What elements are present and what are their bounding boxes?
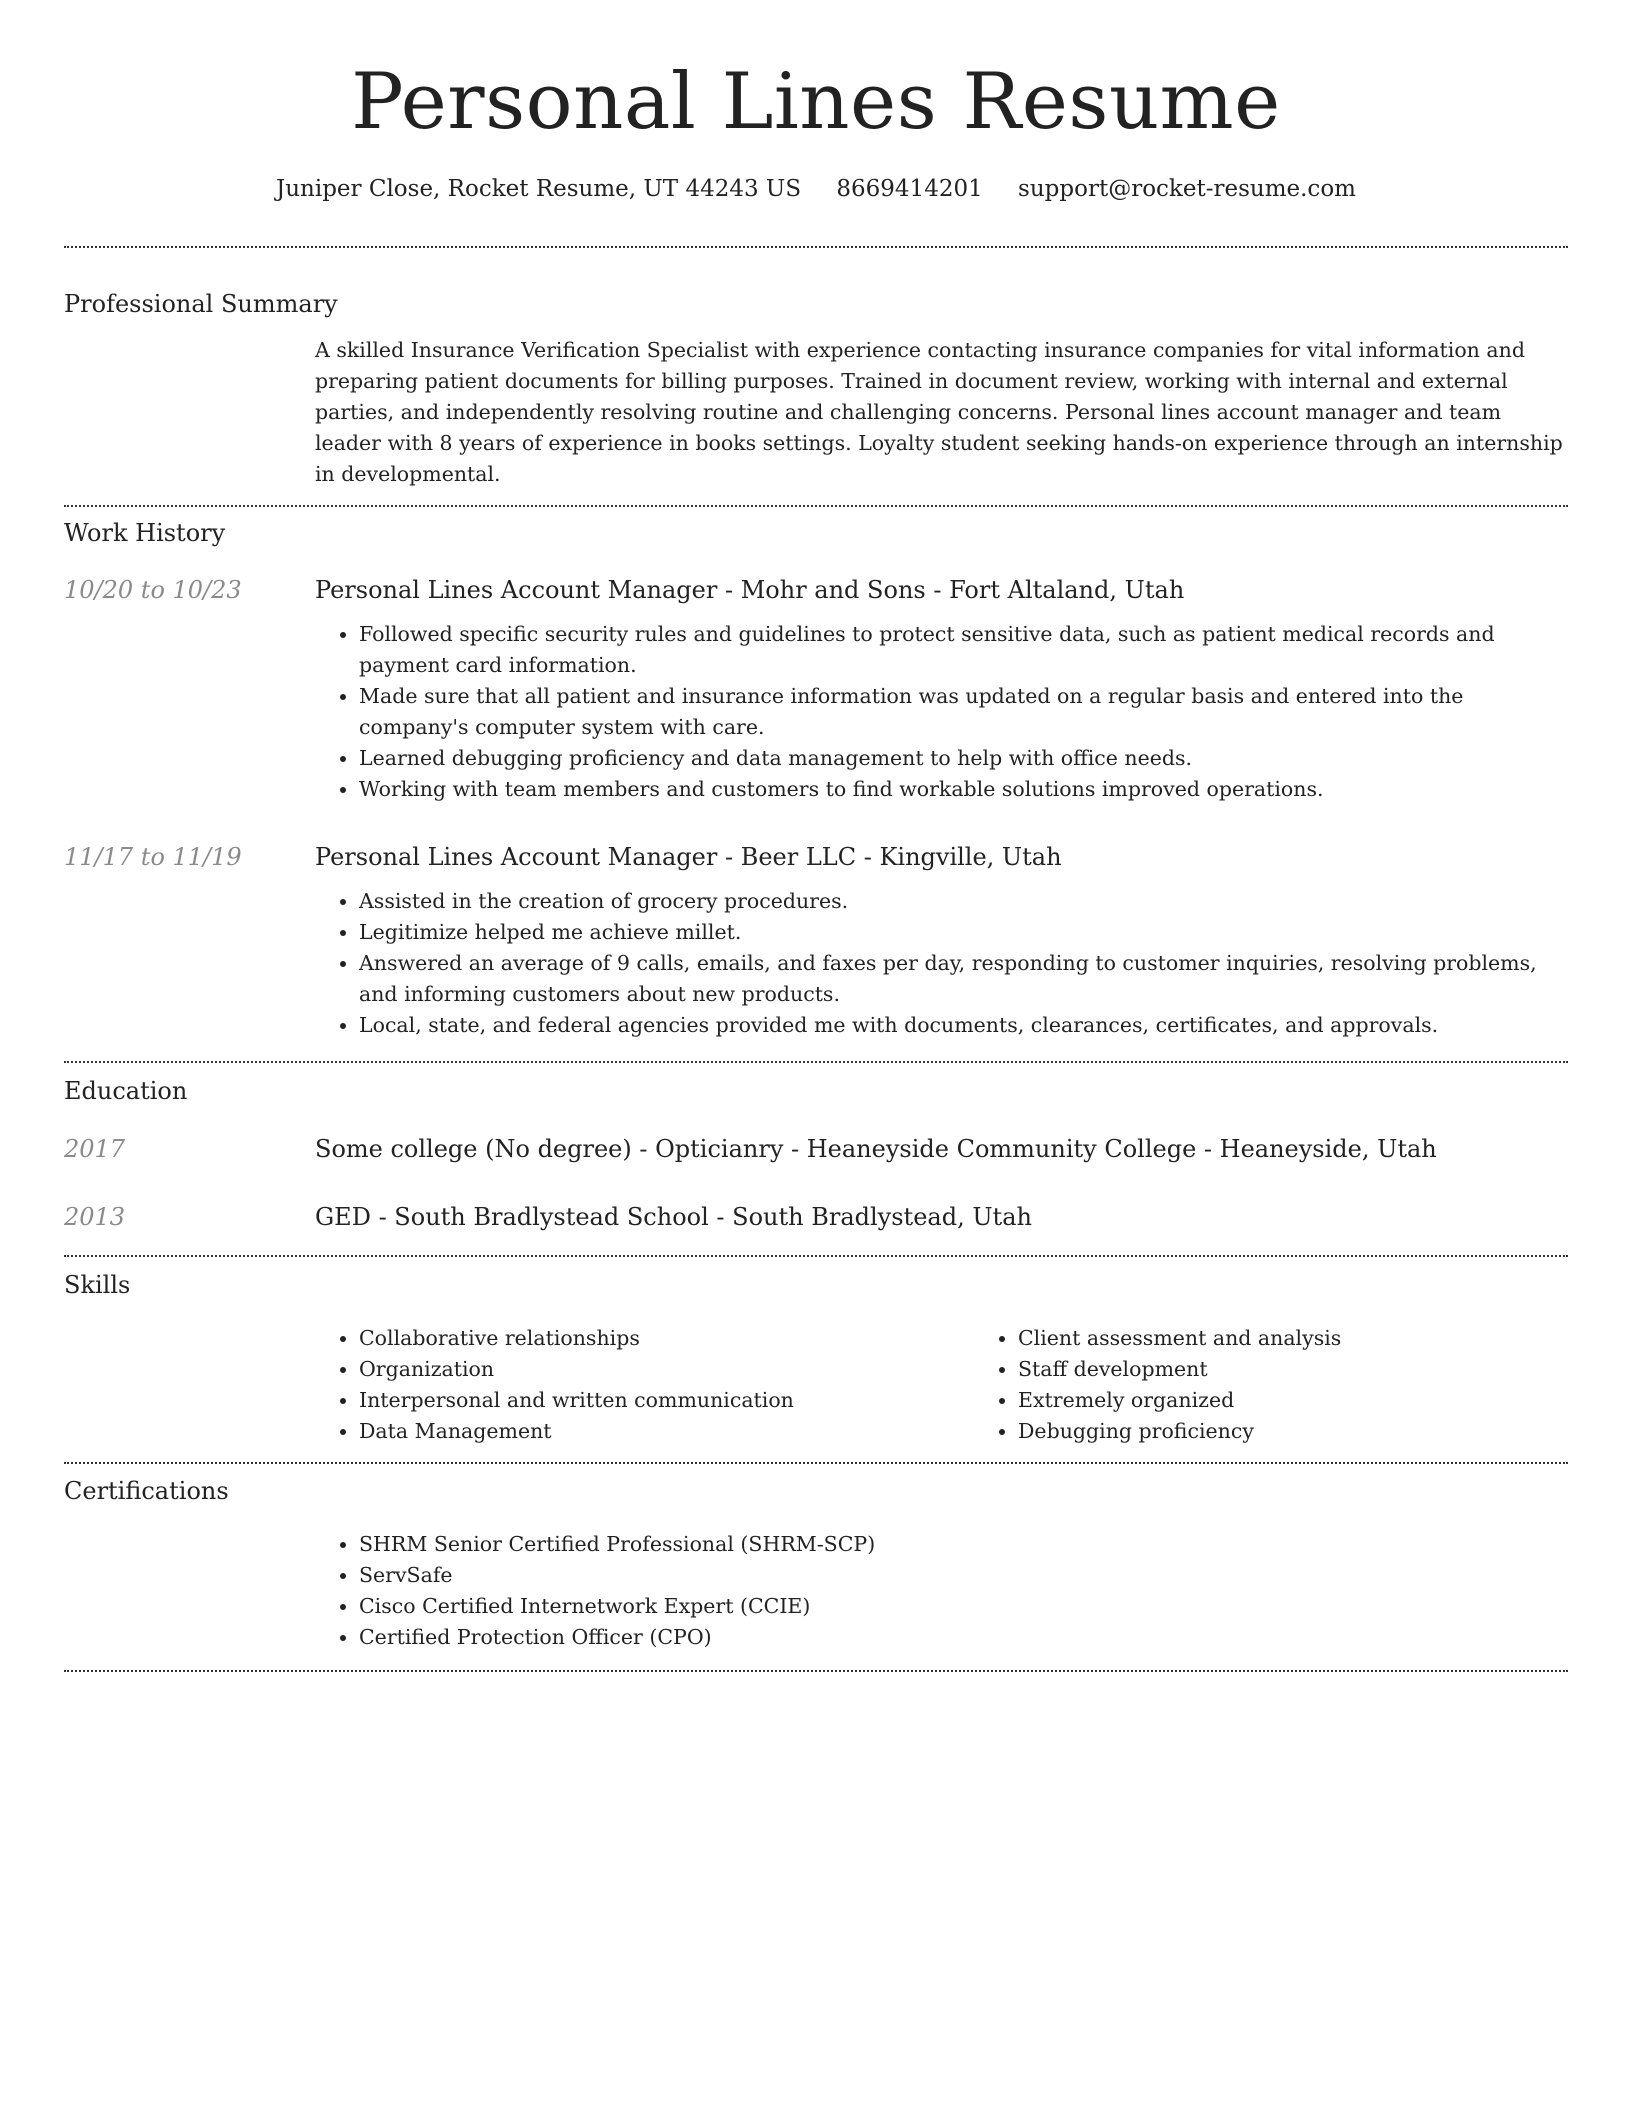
job-bullet: • Made sure that all patient and insurance information was updated on a regular basis and entered into the company's computer system with care.: [359, 681, 1568, 743]
skills-section: [64, 1269, 1568, 1447]
certification-item: • Certified Protection Officer (CPO): [359, 1622, 1568, 1653]
job-bullet: • Followed specific security rules and guidelines to protect sensitive data, such as patient medical records and payment card information.: [359, 619, 1568, 681]
work-section: [64, 517, 1568, 1041]
job-bullet: • Assisted in the creation of grocery procedures.: [359, 886, 1568, 917]
job-heading: Personal Lines Account Manager - Mohr and Sons - Fort Altaland, Utah: [315, 576, 1185, 604]
address-text: Juniper Close, Rocket Resume, UT 44243 US: [276, 176, 802, 202]
job-dates: 10/20 to 10/23: [64, 576, 242, 604]
job-bullet: • Legitimize helped me achieve millet.: [359, 917, 1568, 948]
education-year: 2013: [64, 1203, 126, 1231]
job-dates: 11/17 to 11/19: [64, 843, 242, 871]
certifications-spacer: [64, 1529, 315, 1653]
skill-item: • Interpersonal and written communication: [359, 1385, 974, 1416]
divider: [64, 1462, 1568, 1464]
education-text: GED - South Bradlystead School - South Bradlystead, Utah: [315, 1203, 1032, 1231]
certifications-list: [315, 1529, 1568, 1653]
job-bullets: [315, 886, 1568, 1041]
skill-item: • Client assessment and analysis: [1018, 1323, 1632, 1354]
work-heading: Work History: [64, 519, 226, 547]
divider: [64, 1670, 1568, 1672]
job-bullet: • Answered an average of 9 calls, emails, and faxes per day, responding to customer inquiries, resolving problems, and informing customers about new products.: [359, 948, 1568, 1010]
education-section: [64, 1075, 1568, 1233]
education-text: Some college (No degree) - Opticianry - Heaneyside Community College - Heaneyside, Utah: [315, 1135, 1437, 1163]
resume-title: Personal Lines Resume: [351, 57, 1281, 147]
job-bullets: [315, 619, 1568, 805]
education-entry: [64, 1201, 1568, 1233]
skill-item: • Extremely organized: [1018, 1385, 1632, 1416]
phone-text: 8669414201: [836, 176, 983, 202]
contact-line: [64, 174, 1568, 204]
skill-item: • Debugging proficiency: [1018, 1416, 1632, 1447]
job-bullet: • Local, state, and federal agencies provided me with documents, clearances, certificates, and approvals.: [359, 1010, 1568, 1041]
divider: [64, 1061, 1568, 1063]
job-heading: Personal Lines Account Manager - Beer LLC - Kingville, Utah: [315, 843, 1062, 871]
certification-item: • ServSafe: [359, 1560, 1568, 1591]
skill-item: • Data Management: [359, 1416, 974, 1447]
skill-item: • Organization: [359, 1354, 974, 1385]
summary-spacer: [64, 335, 315, 490]
summary-text: A skilled Insurance Verification Specialist with experience contacting insurance companies for vital information and preparing patient documents for billing purposes. Trained in document review, working with internal and external parties, and independently resolving routine and challenging concerns. Personal lines account manager and team leader with 8 years of experience in books settings. Loyalty student seeking hands-on experience through an internship in developmental.: [315, 338, 1563, 486]
skills-list-left: [315, 1323, 974, 1447]
divider: [64, 246, 1568, 248]
education-entry: [64, 1133, 1568, 1165]
education-year: 2017: [64, 1135, 126, 1163]
divider: [64, 505, 1568, 507]
job-entry: [64, 574, 1568, 805]
job-entry: [64, 841, 1568, 1041]
job-bullet: • Learned debugging proficiency and data management to help with office needs.: [359, 743, 1568, 774]
skill-item: • Collaborative relationships: [359, 1323, 974, 1354]
email-text: support@rocket-resume.com: [1018, 176, 1356, 202]
skills-list-right: [974, 1323, 1632, 1447]
summary-section: [64, 288, 1568, 490]
certification-item: • SHRM Senior Certified Professional (SHRM-SCP): [359, 1529, 1568, 1560]
education-heading: Education: [64, 1077, 188, 1105]
skills-spacer: [64, 1323, 315, 1447]
certification-item: • Cisco Certified Internetwork Expert (CCIE): [359, 1591, 1568, 1622]
job-bullet: • Working with team members and customers to find workable solutions improved operations.: [359, 774, 1568, 805]
divider: [64, 1255, 1568, 1257]
skill-item: • Staff development: [1018, 1354, 1632, 1385]
certifications-section: [64, 1475, 1568, 1653]
resume-page: [64, 0, 1568, 1672]
summary-heading: Professional Summary: [64, 290, 338, 318]
certifications-heading: Certifications: [64, 1477, 229, 1505]
skills-heading: Skills: [64, 1271, 131, 1299]
